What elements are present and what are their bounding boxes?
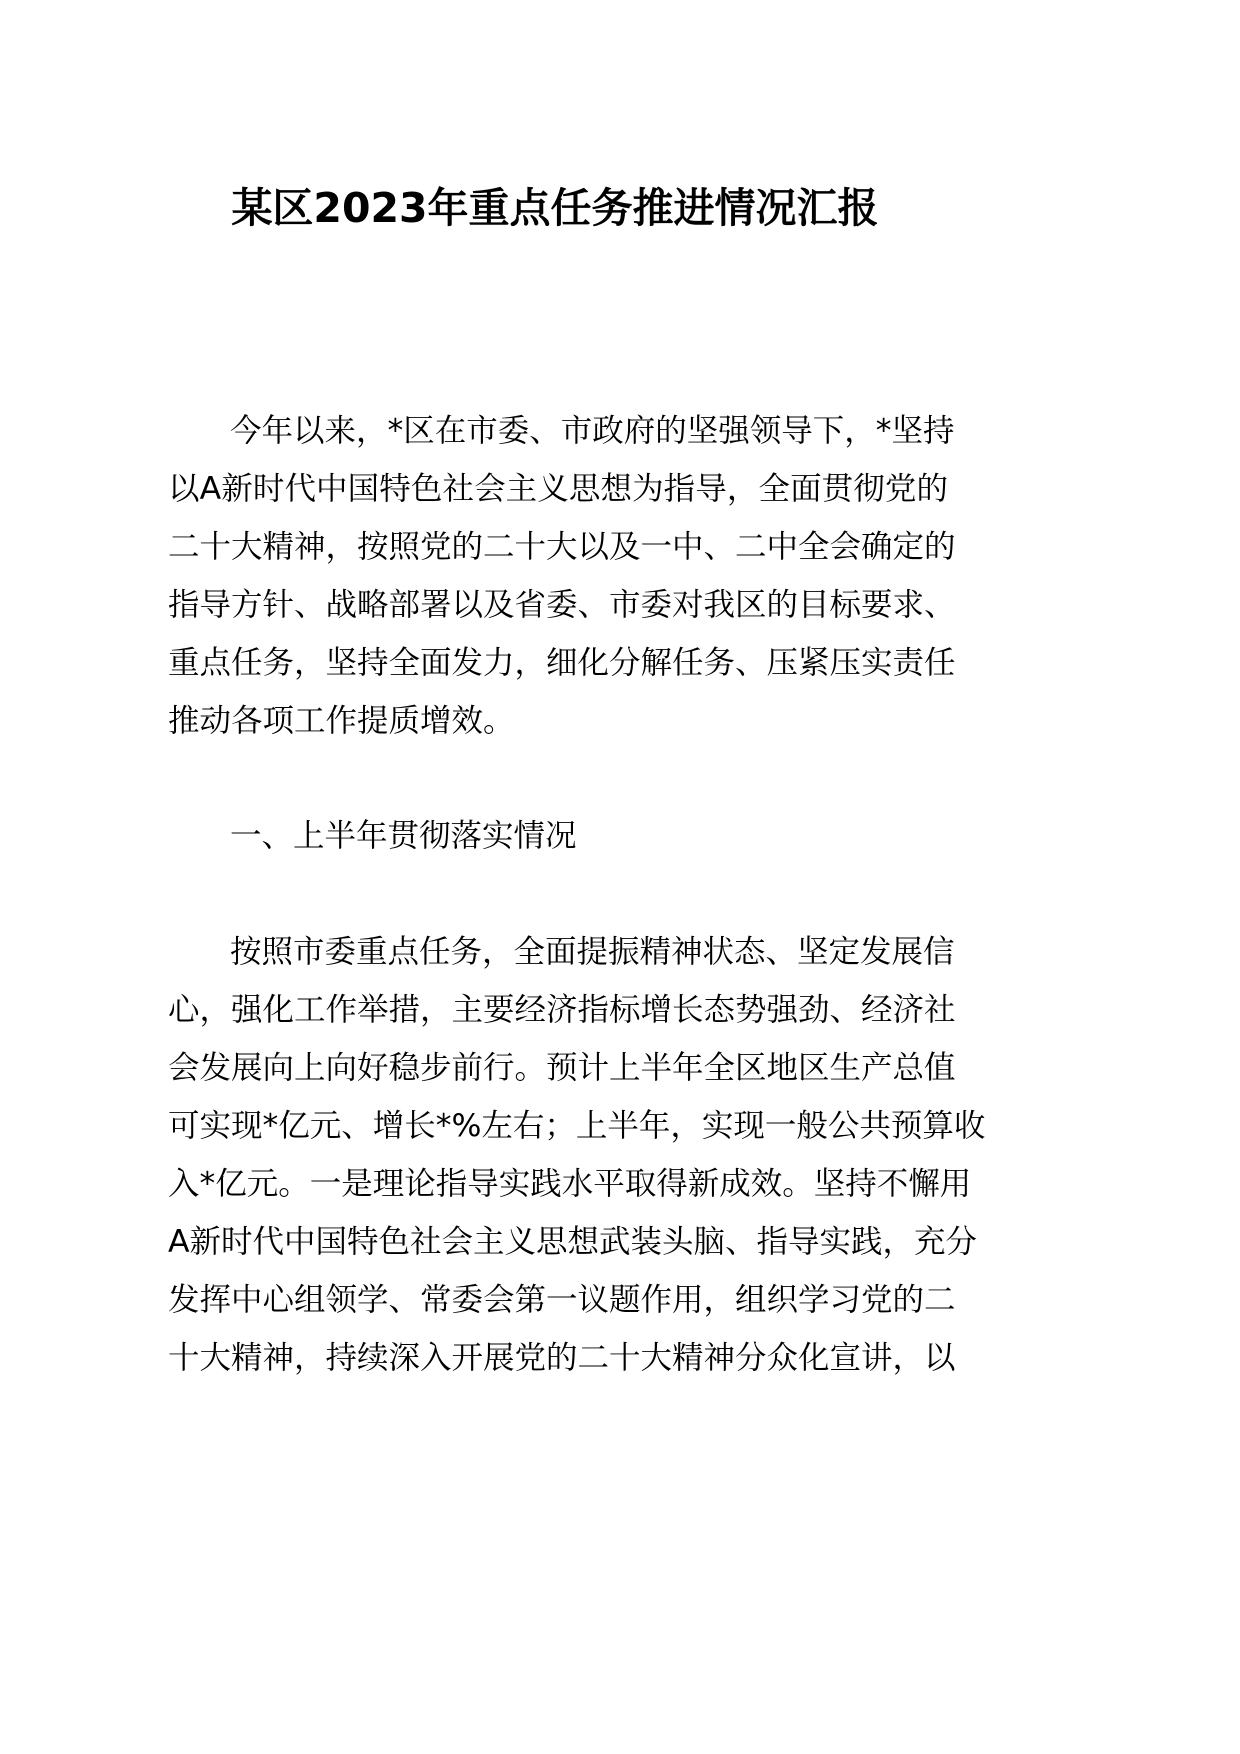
paragraph-line: 发挥中心组领学、常委会第一议题作用，组织学习党的二 xyxy=(168,1282,956,1318)
paragraph-line: 二十大精神，按照党的二十大以及一中、二中全会确定的 xyxy=(168,529,956,565)
section-heading: 一、上半年贯彻落实情况 xyxy=(230,818,577,854)
paragraph-line: 会发展向上向好稳步前行。预计上半年全区地区生产总值 xyxy=(168,1050,956,1086)
paragraph-line: 入*亿元。一是理论指导实践水平取得新成效。坚持不懈用 xyxy=(168,1166,972,1202)
paragraph-line: A新时代中国特色社会主义思想武装头脑、指导实践，充分 xyxy=(168,1224,978,1260)
paragraph-line: 可实现*亿元、增长*%左右；上半年，实现一般公共预算收 xyxy=(168,1108,986,1144)
paragraph-line: 心，强化工作举措，主要经济指标增长态势强劲、经济社 xyxy=(168,992,956,1028)
paragraph-line: 指导方针、战略部署以及省委、市委对我区的目标要求、 xyxy=(168,587,956,623)
paragraph-line: 十大精神，持续深入开展党的二十大精神分众化宣讲，以 xyxy=(168,1340,956,1376)
paragraph-line: 以A新时代中国特色社会主义思想为指导，全面贯彻党的 xyxy=(168,471,948,507)
paragraph-line: 推动各项工作提质增效。 xyxy=(168,703,515,739)
paragraph-line: 今年以来，*区在市委、市政府的坚强领导下，*坚持 xyxy=(230,413,955,449)
paragraph-line: 按照市委重点任务，全面提振精神状态、坚定发展信 xyxy=(230,934,955,970)
paragraph-line: 重点任务，坚持全面发力，细化分解任务、压紧压实责任 xyxy=(168,645,956,681)
document-title: 某区2023年重点任务推进情况汇报 xyxy=(231,184,879,232)
